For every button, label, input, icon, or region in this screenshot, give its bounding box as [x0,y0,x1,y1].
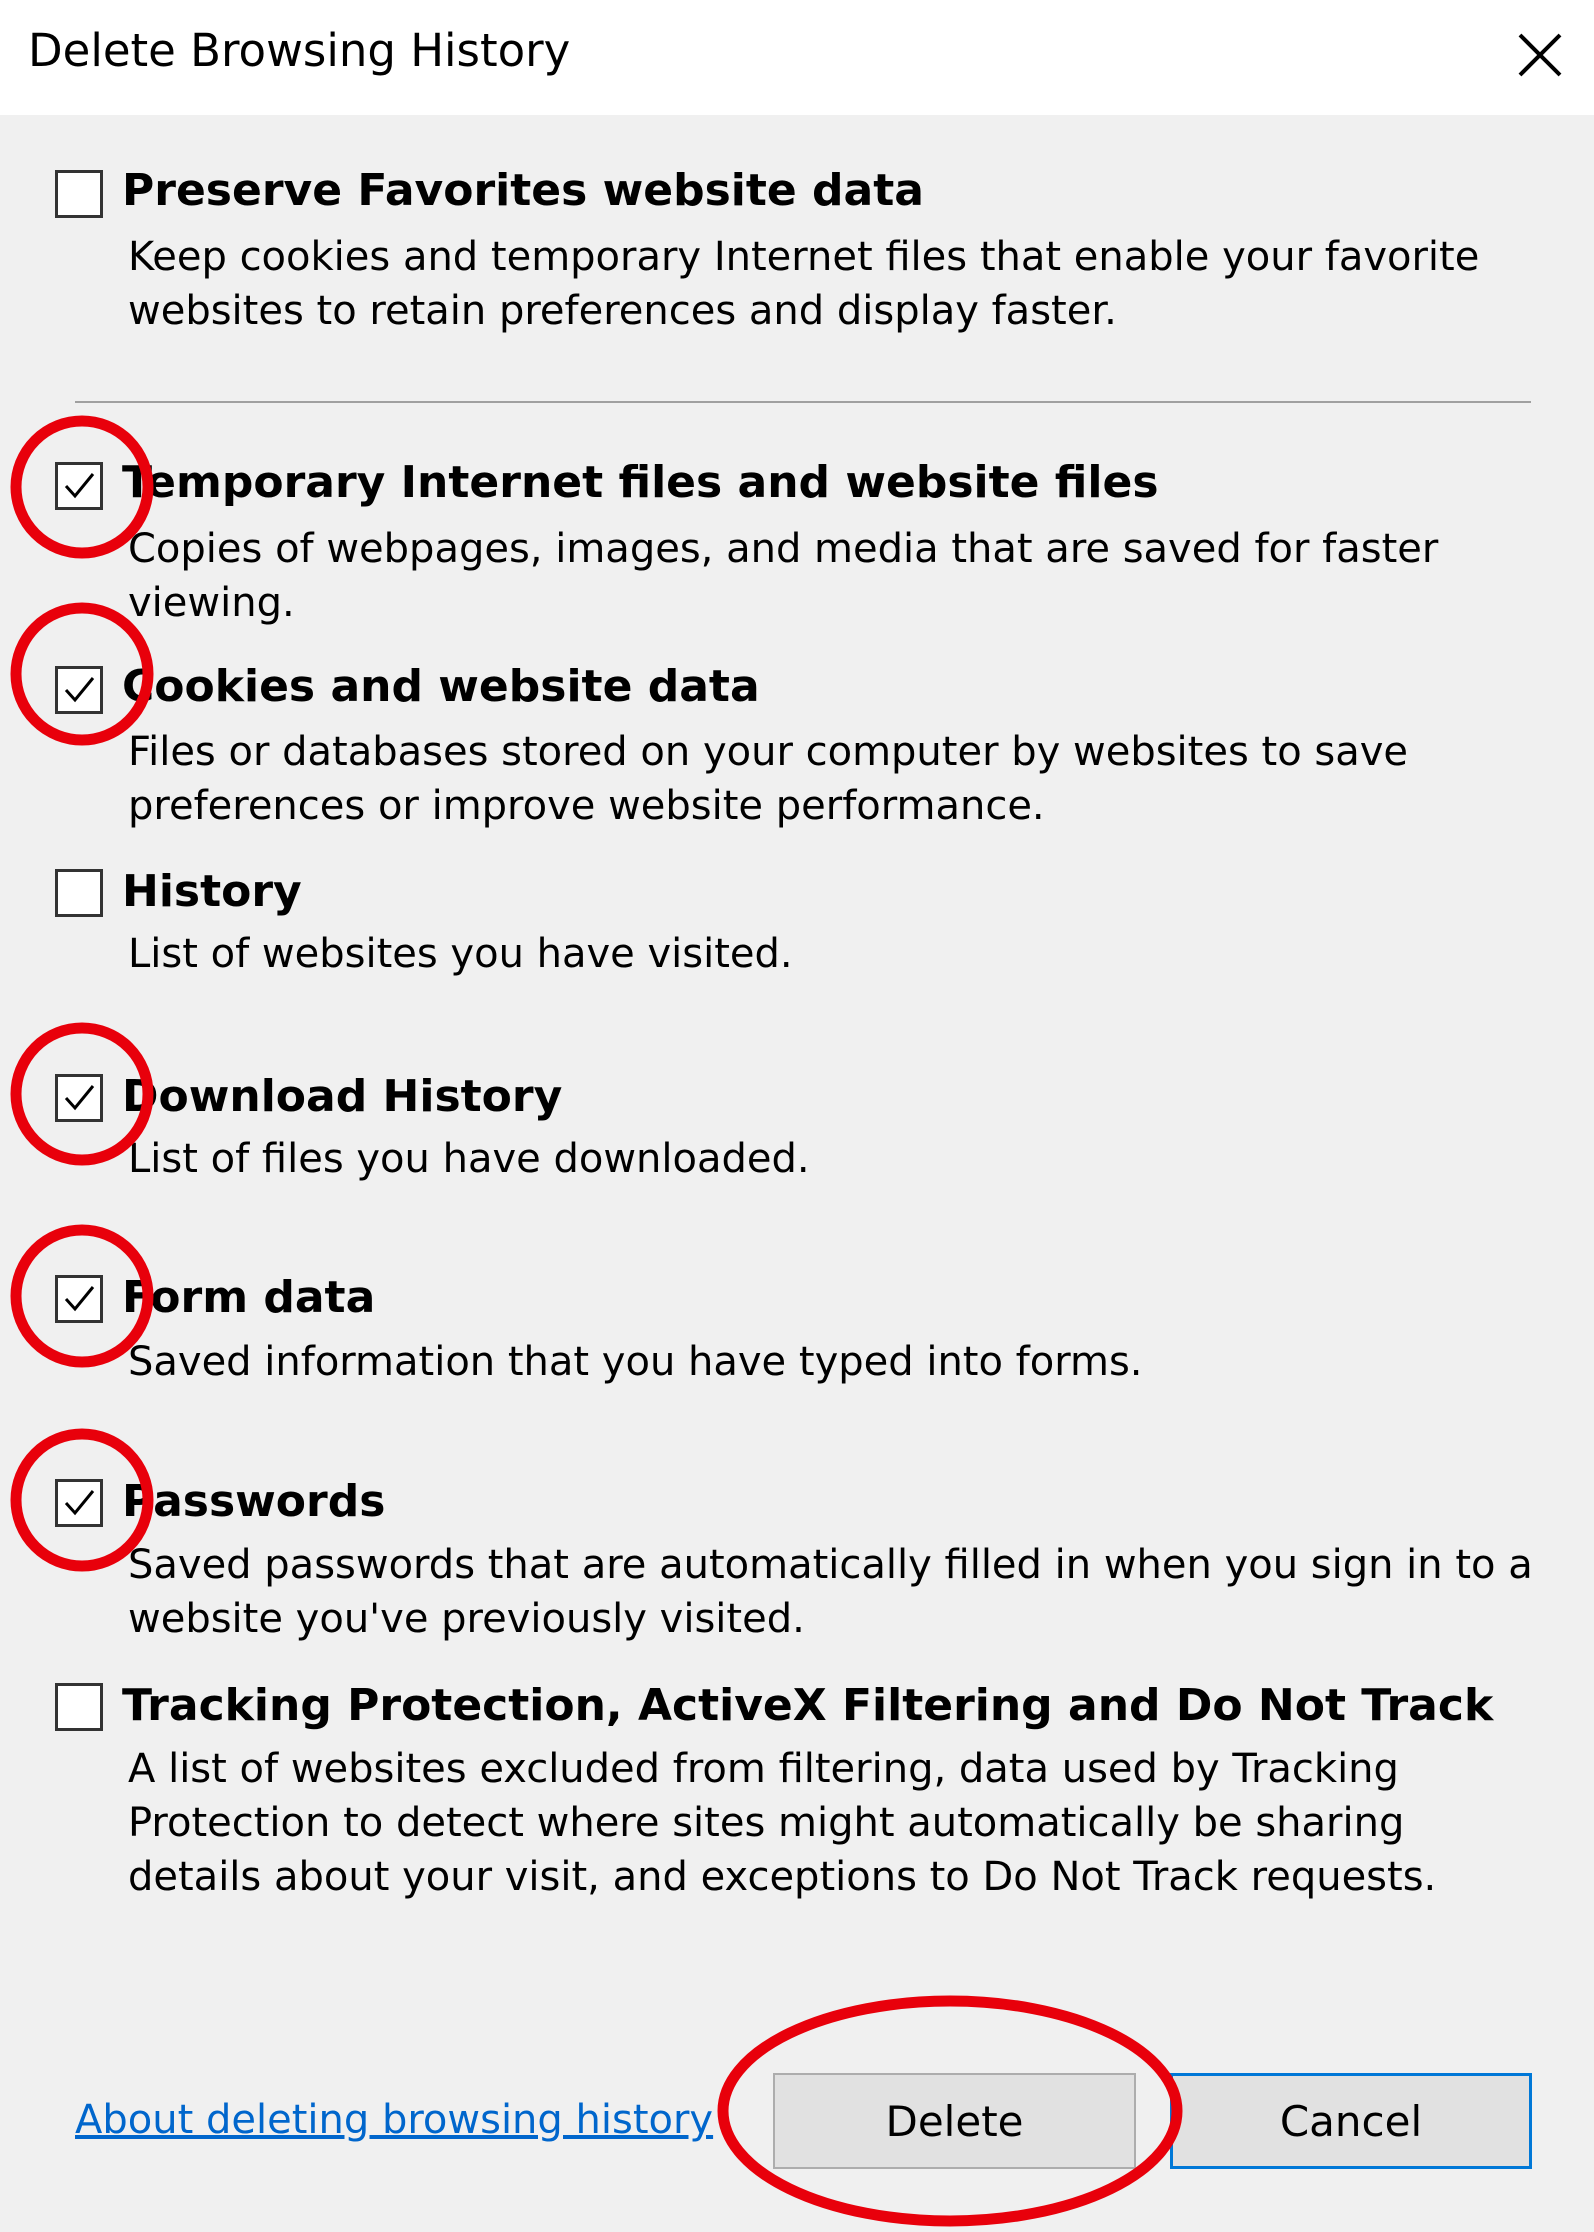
checkbox-form-data[interactable] [55,1275,103,1323]
option-description: Saved information that you have typed into forms. [128,1339,1143,1385]
checkmark-icon [60,1484,98,1522]
checkbox-history[interactable] [55,869,103,917]
checkmark-icon [60,1280,98,1318]
title-bar [0,0,1594,115]
checkbox-download-history[interactable] [55,1074,103,1122]
checkbox-temporary-files[interactable] [55,462,103,510]
separator [75,401,1531,403]
checkbox-cookies[interactable] [55,666,103,714]
option-title: Download History [122,1071,563,1122]
option-title: Form data [122,1272,376,1323]
about-deleting-history-link[interactable]: About deleting browsing history [75,2097,714,2143]
checkmark-icon [60,1079,98,1117]
option-description: Files or databases stored on your computer by websites to save preferences or improve website performance. [128,729,1409,829]
checkbox-tracking-protection[interactable] [55,1683,103,1731]
option-description: List of files you have downloaded. [128,1136,810,1182]
checkmark-icon [60,467,98,505]
option-description: List of websites you have visited. [128,931,793,977]
checkbox-passwords[interactable] [55,1479,103,1527]
cancel-button[interactable]: Cancel [1170,2073,1532,2169]
delete-button[interactable]: Delete [773,2073,1136,2169]
option-title: Tracking Protection, ActiveX Filtering and Do Not Track [122,1680,1494,1731]
checkbox-preserve-favorites[interactable] [55,170,103,218]
option-description: A list of websites excluded from filtering, data used by Tracking Protection to detect where sites might automatically be sharing details about your visit, and exceptions to Do Not Track requests. [128,1746,1437,1900]
option-description: Keep cookies and temporary Internet files that enable your favorite websites to retain preferences and display faster. [128,234,1480,334]
option-title: Cookies and website data [122,661,760,712]
option-title: Temporary Internet files and website files [122,457,1159,508]
close-icon [1500,20,1580,90]
close-button[interactable] [1500,20,1580,90]
option-description: Copies of webpages, images, and media that are saved for faster viewing. [128,526,1439,626]
checkmark-icon [60,671,98,709]
option-description: Saved passwords that are automatically filled in when you sign in to a website you've previously visited. [128,1542,1533,1642]
option-title: History [122,866,302,917]
option-title: Passwords [122,1476,386,1527]
option-title: Preserve Favorites website data [122,165,924,216]
dialog-title: Delete Browsing History [28,24,571,77]
